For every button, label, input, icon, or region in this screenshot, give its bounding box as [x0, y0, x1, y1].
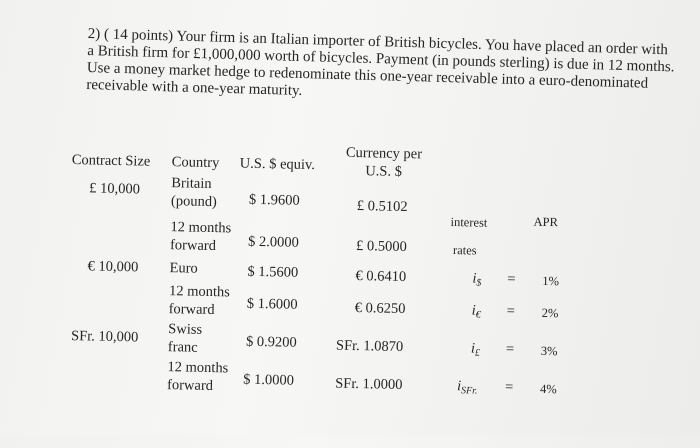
rate-usd-symbol: $i_{\$}$: [472, 270, 482, 289]
rate-sfr-symbol: $i_{SFr.}$: [456, 378, 478, 397]
row-3-usd: $ 1.5600: [247, 263, 299, 281]
row-2-per-usd: £ 0.5000: [355, 238, 407, 256]
rate-eur-apr: 2%: [541, 305, 559, 321]
header-currency-per-usd: Currency per U.S. $: [345, 144, 423, 180]
rate-gbp-apr: 3%: [540, 343, 558, 359]
row-1-contract: £ 10,000: [89, 180, 141, 198]
header-interest-rates: [450, 213, 510, 232]
row-6-usd: $ 1.0000: [243, 371, 295, 389]
row-2-usd: $ 2.0000: [247, 233, 300, 251]
rate-eur-symbol: $i_€$: [471, 302, 481, 321]
row-5-country: Swiss franc: [167, 321, 203, 356]
header-contract-size: Contract Size: [71, 152, 151, 170]
rate-eur-equals: =: [506, 303, 516, 320]
row-3-contract: € 10,000: [87, 258, 139, 276]
rate-gbp-symbol: $i_£$: [470, 340, 480, 359]
row-5-per-usd: SFr. 1.0870: [335, 337, 404, 356]
row-5-usd: $ 0.9200: [245, 333, 297, 351]
rate-usd-apr: 1%: [542, 273, 560, 289]
rate-sfr-equals: =: [504, 379, 514, 396]
row-4-usd: $ 1.6000: [246, 295, 298, 313]
row-1-per-usd: £ 0.5102: [356, 198, 408, 216]
header-interest: interest: [450, 214, 488, 230]
row-6-per-usd: SFr. 1.0000: [334, 375, 403, 394]
header-country: Country: [171, 154, 220, 172]
rate-gbp-equals: =: [505, 341, 515, 358]
row-6-country: 12 months forward: [166, 359, 229, 395]
rate-sfr-apr: 4%: [539, 381, 557, 397]
rate-usd-equals: =: [507, 271, 516, 288]
header-rates: rates: [452, 243, 477, 258]
header-usd-equiv: U.S. $ equiv.: [239, 155, 316, 174]
row-4-per-usd: € 0.6250: [354, 299, 406, 318]
row-1-usd: $ 1.9600: [248, 191, 300, 209]
header-apr: APR: [533, 214, 559, 230]
row-4-country: 12 months forward: [168, 283, 231, 319]
row-3-country: Euro: [169, 260, 198, 277]
row-1-country: Britain (pound): [170, 175, 218, 211]
question-body: ( 14 points) Your firm is an Italian importer of British bicycles. You have placed an order with a British firm for £1,000,000 worth of bicycles. Payment (in pounds sterling) is due in 12 months. Use a money market hedge to redenominate this one-year receivable into a euro-denominated receivable with a one-year maturity.: [86, 26, 675, 100]
row-2-country: 12 months forward: [169, 219, 232, 255]
row-3-per-usd: € 0.6410: [355, 268, 407, 286]
question-number: 2): [87, 26, 101, 43]
row-5-contract: SFr. 10,000: [70, 328, 139, 346]
